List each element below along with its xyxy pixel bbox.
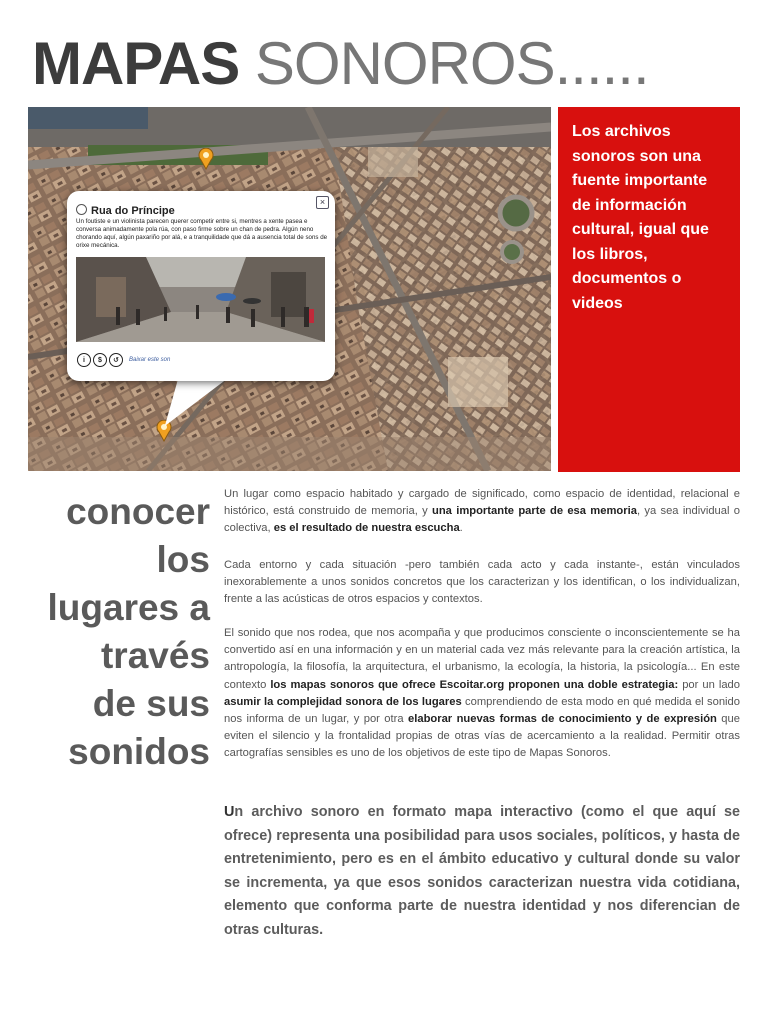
bold-run: asumir la complejidad sonora de los lugares <box>224 695 462 708</box>
text-run: , ya sea individual o colectiva, <box>224 505 740 535</box>
popup-title <box>76 204 175 217</box>
map-info-popup <box>67 191 335 381</box>
section-heading <box>20 488 210 776</box>
page-title <box>32 28 649 100</box>
title-light: SONOROS...... <box>254 30 649 97</box>
heading-line: de sus <box>92 683 210 724</box>
text-run: El sonido que nos rodea, que nos acompaña y que producimos consciente o inconscientemente se ha convertido así en una información y en un material cada vez más relevante para la creación artística, la antropología, la filosofía, la arquitectura, el urbanismo, la ecología, la historia, la psicología... En este contexto <box>224 627 740 691</box>
text-run: n archivo sonoro en formato mapa interactivo (como el que aquí se ofrece) representa una posibilidad para usos sociales, políticos, y hasta de entretenimiento, pero es en el ámbito educativo y cultural donde su valor se incrementa, ya que esos sonidos caracterizan nuestra vida cotidiana, elemento que conforma parte de nuestra identidad y nos diferencian de otras culturas. <box>224 804 740 938</box>
text-run: que eviten el silencio y la frontalidad propias de otras vías de acercamiento a la realidad. Permitir otras cartografías sensibles es uno de los objetivos de este tipo de Mapas Sonoros. <box>224 713 740 760</box>
initial-letter: U <box>224 804 235 820</box>
paragraph <box>224 625 740 763</box>
popup-title-text: Rua do Príncipe <box>91 205 175 217</box>
sound-icon <box>76 204 87 215</box>
highlight-paragraph <box>224 801 740 943</box>
sidebar-callout <box>558 107 740 472</box>
heading-line: los <box>156 539 210 580</box>
heading-line: conocer <box>66 491 210 532</box>
text-run: . <box>459 522 463 535</box>
cc-nc-icon: $ <box>93 353 107 367</box>
bold-run: elaborar nuevas formas de conocimiento y de expresión <box>408 713 717 726</box>
cc-by-icon: i <box>77 353 91 367</box>
street-photo <box>76 257 325 342</box>
bold-run: una importante parte de esa memoria <box>432 505 637 518</box>
download-sound-link[interactable]: Baixar este son <box>129 357 171 363</box>
heading-line: sonidos <box>68 731 210 772</box>
text-run: comprendiendo de esta modo en qué medida el sonido nos informa de un lugar, y por otra <box>224 695 740 726</box>
heading-line: lugares a <box>47 587 210 628</box>
text-run: Un lugar como espacio habitado y cargado de significado, como espacio de identidad, relacional e histórico, está construido de memoria, y <box>224 488 740 518</box>
paragraph <box>224 486 740 538</box>
license-icons <box>77 353 123 367</box>
paragraph: Cada entorno y cada situación -pero también cada acto y cada instante-, están vinculados inexorablemente a unos sonidos concretos que los caracterizan y los identifican, o los individualizan, frente a las acústicas de otros espacios y contextos. <box>224 559 740 606</box>
title-bold: MAPAS <box>32 30 240 97</box>
bold-run: es el resultado de nuestra escucha <box>273 522 460 535</box>
close-icon[interactable]: × <box>316 196 329 209</box>
bold-run: los mapas sonoros que ofrece Escoitar.org proponen una doble estrategia: <box>270 678 679 691</box>
popup-description: Un foutiste e un violinista parecen querer competir entre si, mentres a xente pasea e conversa animadamente pola rúa, con paso firme sobre un chan de pedra. Algún neno chorando aquí, algún paxariño por alá, e a tranquilidade que dá a ausencia total de sons de orixe mecánica. <box>76 218 328 249</box>
cc-sa-icon: ↺ <box>109 353 123 367</box>
text-run: por un lado <box>678 678 740 691</box>
callout-text: Los archivos sonoros son una fuente importante de información cultural, igual que los libros, documentos o videos <box>572 123 709 312</box>
heading-line: través <box>100 635 210 676</box>
map-marker-icon[interactable] <box>198 148 214 170</box>
